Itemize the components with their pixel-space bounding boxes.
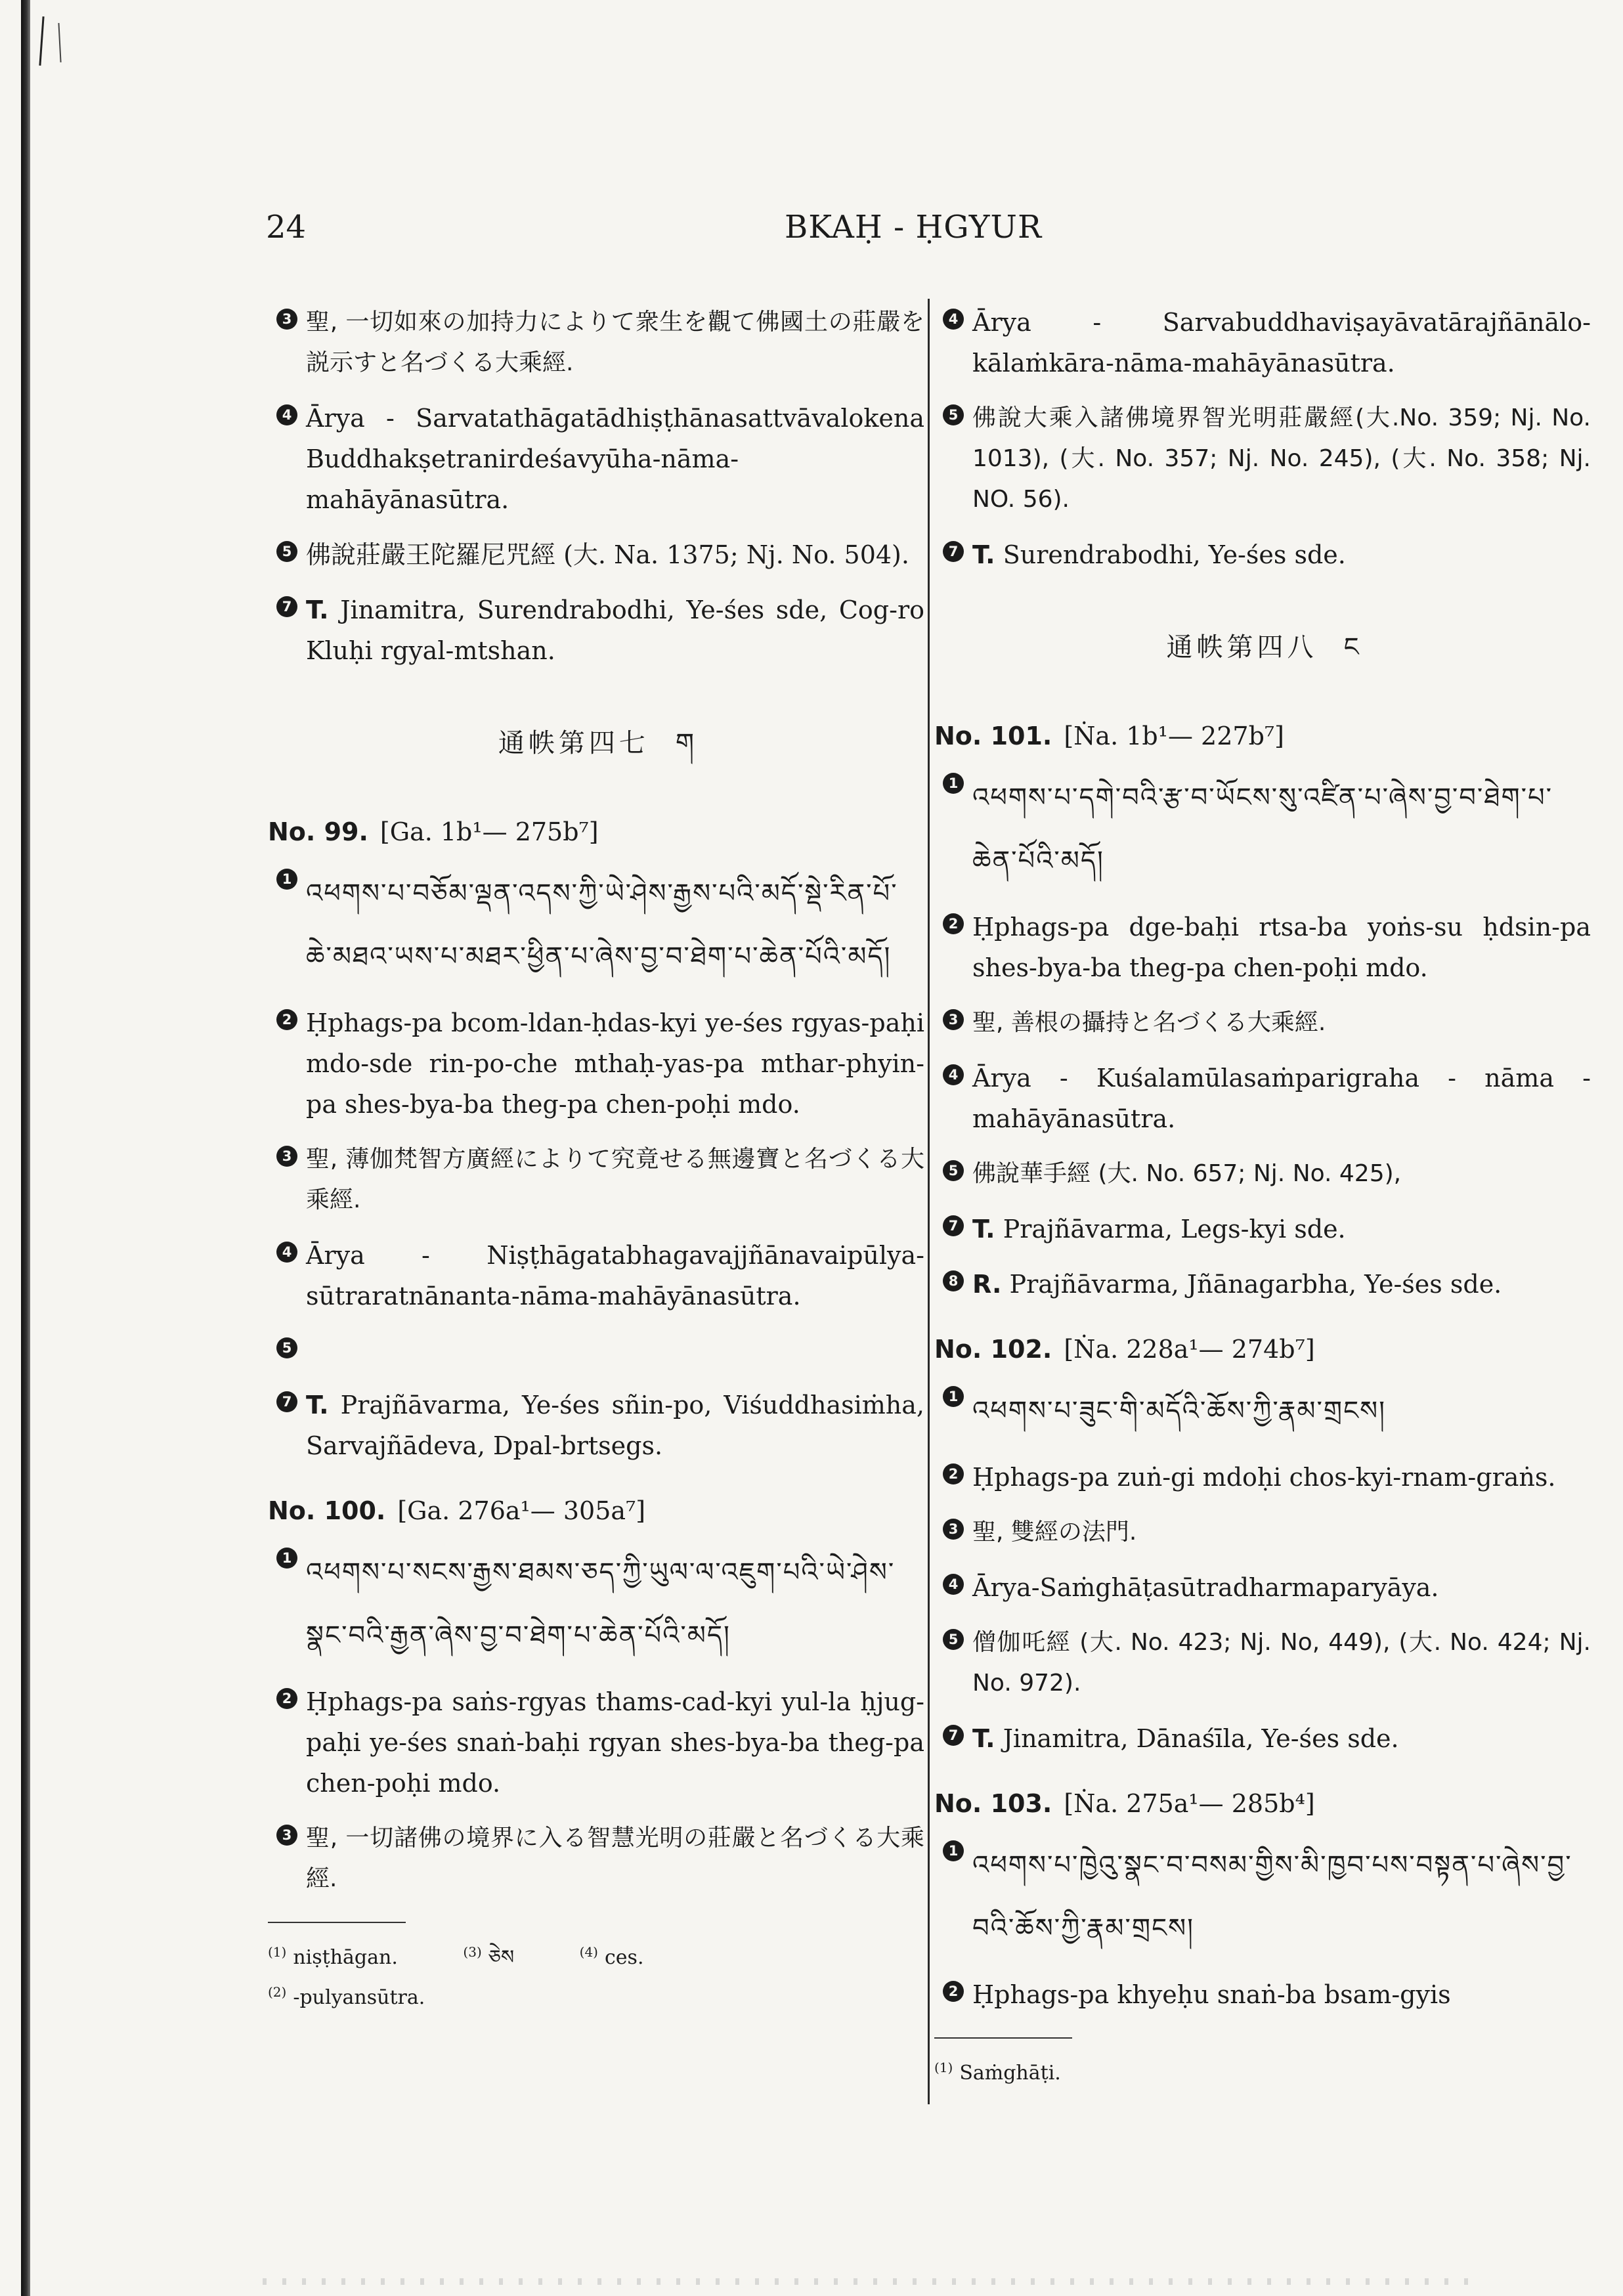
entry-text: Ḥphags-pa zuṅ-gi mdoḥi chos-kyi-rnam-graṅs. — [972, 1463, 1556, 1492]
folio-range: [Ga. 1b¹— 275b⁷] — [379, 817, 599, 846]
entry-item — [268, 1818, 924, 1899]
tibetan-title: འཕགས་པ་བཅོམ་ལྡན་འདས་ཀྱི་ཡེ་ཤེས་རྒྱས་པའི་མདོ་སྡེ་རིན་པོ་ཆེ་མཐའ་ཡས་པ་མཐར་ཕྱིན་པ་ཞེས་བྱ་བ་ཐེག་པ་ཆེན་པོའི་མདོ། — [306, 878, 898, 972]
entry-item — [268, 1331, 924, 1370]
entry-item — [268, 534, 924, 575]
number-marker: 2 — [268, 1681, 306, 1721]
entry-list — [268, 862, 924, 1466]
entry-text: Ārya - Sarvatathāgatādhiṣṭhānasattvāvalokena Buddhakṣetranirdeśavyūha-nāma-mahāyānasūtra. — [306, 404, 924, 514]
binding-edge — [21, 0, 30, 2296]
footnote-rule — [268, 1922, 406, 1923]
entry-item — [934, 1379, 1591, 1442]
entry-text: 聖, 善根の攝持と名づくる大乘經. — [972, 1009, 1326, 1036]
column-divider — [928, 299, 930, 2104]
tibetan-title: འཕགས་པ་ཟུང་གི་མདོའི་ཆོས་ཀྱི་རྣམ་གྲངས། — [972, 1396, 1386, 1426]
folio-range: [Ṅa. 1b¹— 227b⁷] — [1064, 722, 1284, 750]
footnotes — [934, 2050, 1591, 2090]
entry-item — [934, 1154, 1591, 1194]
number-marker: 3 — [268, 302, 306, 341]
entry-item — [268, 1541, 924, 1667]
entry-item — [268, 1235, 924, 1316]
volume-title: 通帙第四七 ག — [498, 728, 695, 758]
catalog-number-heading: No. 103. [Ṅa. 275a¹— 285b⁴] — [934, 1789, 1315, 1818]
entry-item — [268, 1385, 924, 1466]
entry-text: T. Jinamitra, Surendrabodhi, Ye-śes sde, Cog-ro Kluḥi rgyal-mtshan. — [306, 596, 924, 665]
number-marker: 1 — [268, 862, 306, 901]
entry-item — [934, 1003, 1591, 1043]
number-marker: 5 — [268, 534, 306, 574]
entry-item — [268, 1003, 924, 1125]
number-marker: 2 — [934, 1457, 972, 1496]
number-marker: 3 — [268, 1818, 306, 1857]
entry-list — [268, 302, 924, 671]
role-label: T. — [972, 540, 995, 569]
entry-text: 聖, 一切如來の加持力によりて衆生を觀て佛國土の莊嚴を説示すと名づくる大乘經. — [306, 309, 924, 376]
page-header — [0, 209, 1623, 261]
entry-item — [934, 1512, 1591, 1553]
footnote: $^{(1)}$ Saṁghāṭi. — [934, 2060, 1061, 2085]
entry-list — [934, 766, 1591, 1305]
entry-item — [934, 398, 1591, 520]
entry-list — [934, 1834, 1591, 2015]
entry-text: T. Jinamitra, Dānaśīla, Ye-śes sde. — [972, 1724, 1399, 1753]
number-marker: 7 — [934, 534, 972, 574]
number-marker: 3 — [268, 1139, 306, 1179]
entry-item — [268, 1681, 924, 1804]
number-marker: 3 — [934, 1512, 972, 1551]
entry-item — [934, 1974, 1591, 2015]
number-marker: 7 — [268, 590, 306, 629]
number-marker: 5 — [934, 1154, 972, 1193]
footnote: $^{(3)}$ ཅེས — [463, 1944, 515, 1969]
entry-item — [934, 1457, 1591, 1498]
number-marker: 4 — [934, 1567, 972, 1607]
entry-item — [934, 766, 1591, 892]
entry-item — [934, 1567, 1591, 1608]
entry-text: Ḥphags-pa saṅs-rgyas thams-cad-kyi yul-la ḥjug-paḥi ye-śes snaṅ-baḥi rgyan shes-bya-ba theg-pa chen-poḥi mdo. — [306, 1687, 924, 1798]
number-marker: 1 — [934, 1379, 972, 1419]
right-column — [934, 302, 1591, 2090]
page-number: 24 — [266, 209, 307, 246]
volume-title: 通帙第四八 ང — [1166, 632, 1359, 662]
entry-text: Ārya - Sarvabuddhaviṣayāvatārajñānālo-kālaṁkāra-nāma-mahāyānasūtra. — [972, 308, 1591, 378]
number-marker: 5 — [268, 1331, 306, 1370]
number-marker: 1 — [934, 1834, 972, 1873]
number-marker: 7 — [934, 1718, 972, 1758]
role-label: T. — [306, 1391, 329, 1419]
footnote: $^{(4)}$ ces. — [579, 1944, 644, 1969]
number-marker: 7 — [934, 1209, 972, 1248]
catalog-number-heading: No. 102. [Ṅa. 228a¹— 274b⁷] — [934, 1335, 1315, 1364]
number-marker: 3 — [934, 1003, 972, 1042]
number-marker: 4 — [934, 1058, 972, 1097]
entry-text: 佛說大乘入諸佛境界智光明莊嚴經(大.No. 359; Nj. No. 1013), (大. No. 357; Nj. No. 245), (大. No. 358; Nj. NO. 56). — [972, 404, 1591, 513]
entry-text: 佛說莊嚴王陀羅尼咒經 (大. Na. 1375; Nj. No. 504). — [306, 540, 909, 569]
catalog-number-heading: No. 99. [Ga. 1b¹— 275b⁷] — [268, 817, 599, 846]
tibetan-title: འཕགས་པ་དགེ་བའི་རྩ་བ་ཡོངས་སུ་འཛིན་པ་ཞེས་བྱ་བ་ཐེག་པ་ཆེན་པོའི་མདོ། — [972, 783, 1553, 876]
entry-item — [268, 302, 924, 383]
number-marker: 4 — [268, 398, 306, 437]
folio-range: [Ṅa. 228a¹— 274b⁷] — [1064, 1335, 1315, 1364]
scan-mark — [58, 23, 61, 62]
folio-range: [Ga. 276a¹— 305a⁷] — [397, 1496, 646, 1525]
footnotes — [268, 1935, 924, 2015]
role-label: T. — [306, 596, 329, 624]
entry-item — [934, 1058, 1591, 1139]
entry-item — [934, 907, 1591, 988]
footnote-rule — [934, 2037, 1072, 2039]
entry-item — [268, 1139, 924, 1221]
left-column — [268, 302, 924, 2015]
entry-item — [934, 1718, 1591, 1759]
number-marker: 5 — [934, 398, 972, 437]
entry-item — [934, 534, 1591, 575]
role-label: R. — [972, 1270, 1002, 1299]
number-marker: 4 — [934, 302, 972, 341]
catalog-number-heading: No. 100. [Ga. 276a¹— 305a⁷] — [268, 1496, 646, 1525]
number-marker: 2 — [934, 907, 972, 946]
number-marker: 2 — [268, 1003, 306, 1042]
number-marker: 1 — [934, 766, 972, 806]
footnote: $^{(1)}$ niṣṭhāgan. — [268, 1944, 398, 1969]
number-marker: 4 — [268, 1235, 306, 1274]
entry-item — [268, 590, 924, 671]
catalog-number-heading: No. 101. [Ṅa. 1b¹— 227b⁷] — [934, 722, 1284, 750]
entry-text: 聖, 雙經の法門. — [972, 1519, 1137, 1546]
entry-text: Ārya - Kuśalamūlasaṁparigraha - nāma - mahāyānasūtra. — [972, 1064, 1591, 1133]
tibetan-title: འཕགས་པ་སངས་རྒྱས་ཐམས་ཅད་ཀྱི་ཡུལ་ལ་འཇུག་པའི་ཡེ་ཤེས་སྣང་བའི་རྒྱན་ཞེས་བྱ་བ་ཐེག་པ་ཆེན་པོའི་མདོ། — [306, 1557, 896, 1651]
number-marker: 7 — [268, 1385, 306, 1424]
entry-text: T. Prajñāvarma, Ye-śes sñin-po, Viśuddhasiṁha, Sarvajñādeva, Dpal-brtsegs. — [306, 1391, 924, 1460]
entry-text: R. Prajñāvarma, Jñānagarbha, Ye-śes sde. — [972, 1270, 1502, 1299]
volume-letter: ང — [1343, 632, 1359, 662]
entry-text: 佛說華手經 (大. No. 657; Nj. No. 425), — [972, 1160, 1402, 1187]
entry-item — [934, 1264, 1591, 1305]
entry-text: T. Surendrabodhi, Ye-śes sde. — [972, 540, 1346, 569]
scan-mark — [39, 16, 44, 66]
scan-noise — [263, 2278, 1477, 2285]
entry-text: Ḥphags-pa khyeḥu snaṅ-ba bsam-gyis — [972, 1980, 1451, 2009]
tibetan-title: འཕགས་པ་ཁྱེའུ་སྣང་བ་བསམ་གྱིས་མི་ཁྱབ་པས་བསྟན་པ་ཞེས་བྱ་བའི་ཆོས་ཀྱི་རྣམ་གྲངས། — [972, 1850, 1572, 1943]
entry-text: 僧伽吒經 (大. No. 423; Nj. No, 449), (大. No. 424; Nj. No. 972). — [972, 1629, 1591, 1697]
volume-letter: ག — [675, 728, 695, 758]
role-label: T. — [972, 1215, 995, 1244]
entry-item — [934, 1209, 1591, 1249]
entry-text: Ārya - Niṣṭhāgatabhagavajjñānavaipūlya-sūtraratnānanta-nāma-mahāyānasūtra. — [306, 1241, 924, 1310]
entry-text: Ḥphags-pa dge-baḥi rtsa-ba yoṅs-su ḥdsin-pa shes-bya-ba theg-pa chen-poḥi mdo. — [972, 913, 1591, 982]
footnote: $^{(2)}$ -pulyansūtra. — [268, 1984, 425, 2009]
entry-text: Ārya-Saṁghāṭasūtradharmaparyāya. — [972, 1573, 1439, 1602]
entry-text: T. Prajñāvarma, Legs-kyi sde. — [972, 1215, 1346, 1244]
entry-list — [934, 302, 1591, 575]
entry-item — [268, 398, 924, 520]
entry-text: Ḥphags-pa bcom-ldan-ḥdas-kyi ye-śes rgyas-paḥi mdo-sde rin-po-che mthaḥ-yas-pa mthar-phyin-pa shes-bya-ba theg-pa chen-poḥi mdo. — [306, 1008, 924, 1119]
role-label: T. — [972, 1724, 995, 1753]
number-marker: 5 — [934, 1622, 972, 1662]
entry-list — [934, 1379, 1591, 1759]
entry-item — [934, 1834, 1591, 1960]
number-marker: 1 — [268, 1541, 306, 1580]
number-marker: 8 — [934, 1264, 972, 1303]
entry-text: 聖, 一切諸佛の境界に入る智慧光明の莊嚴と名づくる大乘經. — [306, 1825, 924, 1892]
entry-item — [934, 1622, 1591, 1704]
running-head: BKAḤ - ḤGYUR — [785, 209, 1043, 246]
entry-item — [268, 862, 924, 988]
entry-text: 聖, 薄伽梵智方廣經によりて究竟せる無邊寶と名づくる大乘經. — [306, 1146, 924, 1213]
entry-list — [268, 1541, 924, 1899]
entry-item — [934, 302, 1591, 383]
number-marker: 2 — [934, 1974, 972, 2014]
folio-range: [Ṅa. 275a¹— 285b⁴] — [1064, 1789, 1315, 1818]
